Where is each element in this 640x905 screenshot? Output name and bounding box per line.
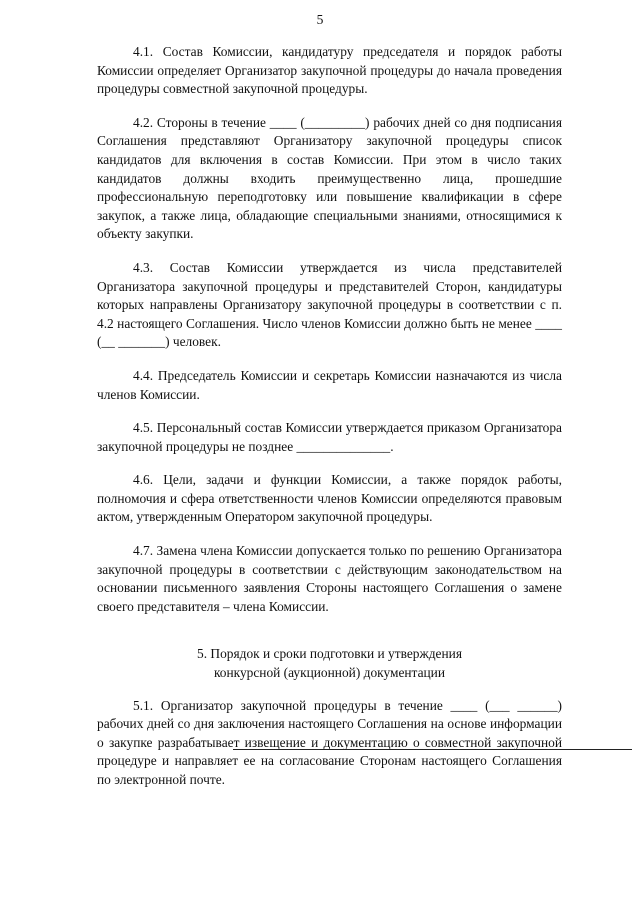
- paragraph-4-5: 4.5. Персональный состав Комиссии утверждается приказом Организатора закупочной процедуры не позднее ______________.: [97, 420, 562, 454]
- section-title-line-2: конкурсной (аукционной) документации: [213, 665, 446, 681]
- paragraph-5-1: 5.1. Организатор закупочной процедуры в течение ____ (___ ______) рабочих дней со дня заключения настоящего Соглашения на основе информации о закупке разрабатывает извещение и документацию о совместной закупочной процедуре и направляет ее на согласование Сторонам настоящего Соглашения по электронной почте.: [97, 697, 562, 787]
- paragraph-4-4: 4.4. Председатель Комиссии и секретарь Комиссии назначаются из числа членов Комиссии.: [97, 367, 562, 402]
- section-title: [97, 645, 562, 682]
- page-number: 5: [316, 12, 324, 27]
- paragraph-4-7: 4.7. Замена члена Комиссии допускается только по решению Организатора закупочной процедуры в соответствии с действующим законодательством на основании письменного заявления Стороны настоящего Соглашения о замене своего представителя – члена Комиссии.: [97, 543, 562, 614]
- section-title-line-1: 5. Порядок и сроки подготовки и утверждения: [197, 646, 462, 662]
- paragraph-4-6: 4.6. Цели, задачи и функции Комиссии, а также порядок работы, полномочия и сфера ответственности членов Комиссии определяются правовым актом, утвержденным Оператором закупочной процедуры.: [97, 472, 562, 525]
- footer-divider: [233, 749, 632, 750]
- paragraph-4-3: 4.3. Состав Комиссии утверждается из числа представителей Организатора закупочной процедуры и представителей Сторон, кандидатуры которых направлены Организатору закупочной процедуры в соответствии с п. 4.2 настоящего Соглашения. Число членов Комиссии должно быть не менее ____ (__ _______) человек.: [97, 259, 562, 350]
- document-body: [97, 43, 562, 805]
- paragraph-4-1: 4.1. Состав Комиссии, кандидатуру председателя и порядок работы Комиссии определяет Организатор закупочной процедуры до начала проведения процедуры совместной закупочной процедуры.: [97, 44, 562, 97]
- paragraph-4-2: 4.2. Стороны в течение ____ (_________) рабочих дней со дня подписания Соглашения представляют Организатору закупочной процедуры список кандидатов для включения в состав Комиссии. При этом в число таких кандидатов должны входить преимущественно лица, прошедшие профессиональную переподготовку или повышение квалификации в сфере закупок, а также лица, обладающие специальными знаниями, относящимися к объекту закупки.: [97, 114, 562, 242]
